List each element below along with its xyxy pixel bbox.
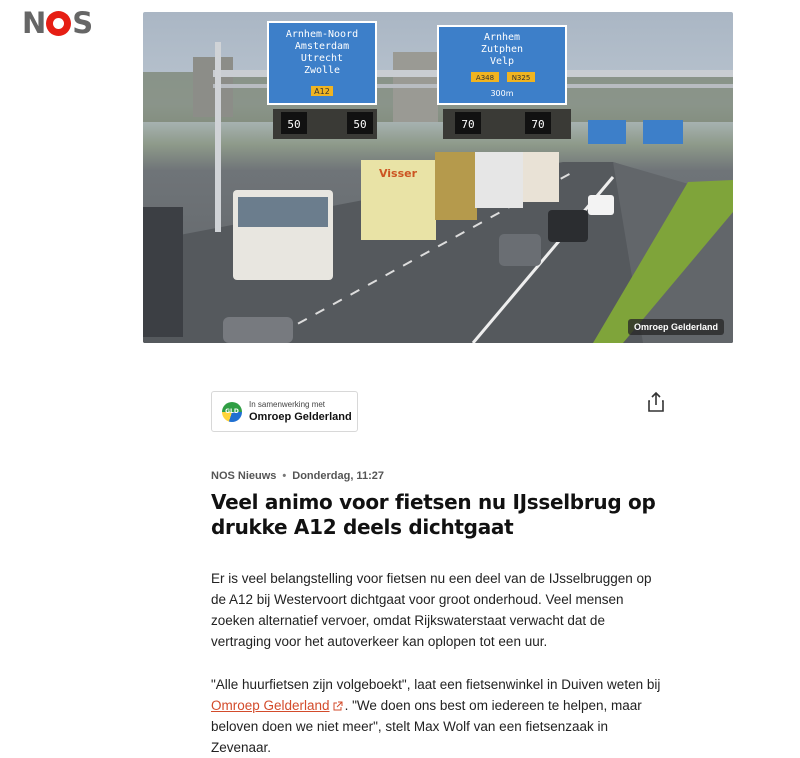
paragraph-2-text-after: . "We doen ons best om iedereen te helpen, maar beloven doen we niet meer", stelt Max Wolf van een fietsenzaak in Zevenaar. [211, 698, 642, 755]
partner-label: In samenwerking met [249, 399, 326, 409]
logo-letter-n: N [22, 6, 46, 40]
hero-image [143, 12, 733, 343]
sign-left-line3: Utrecht [300, 53, 344, 64]
partner-badge[interactable] [211, 391, 358, 432]
omroep-gelderland-link[interactable]: Omroep Gelderland [211, 698, 330, 713]
sign-left-line2: Amsterdam [294, 41, 350, 52]
speed-sign-1: 50 [287, 118, 301, 131]
omroep-gelderland-logo [222, 402, 242, 422]
article-source: NOS Nieuws [211, 470, 277, 482]
speed-sign-4: 70 [531, 118, 545, 131]
article-paragraph-2 [211, 674, 661, 758]
article-date: Donderdag, 11:27 [292, 470, 384, 482]
gld-logo-text: GLD [225, 408, 239, 415]
logo-letter-s: S [72, 6, 93, 40]
article-meta [211, 470, 384, 482]
partner-text [249, 400, 352, 424]
sign-right-road1: A348 [475, 74, 495, 82]
external-link-icon [333, 701, 343, 711]
share-icon [646, 391, 666, 413]
sign-left-line1: Arnhem-Noord [285, 29, 359, 40]
article-paragraph-1: Er is veel belangstelling voor fietsen nu een deel van de IJsselbruggen op de A12 bij Westervoort dichtgaat voor groot onderhoud. Veel mensen zoeken alternatief vervoer, omdat Rijkswaterstaat verwacht dat de vertraging voor het autoverkeer kan oplopen tot een uur. [211, 571, 652, 649]
partner-name: Omroep Gelderland [249, 410, 352, 423]
share-button[interactable] [646, 391, 666, 413]
highway-illustration [143, 12, 733, 343]
meta-separator: • [282, 470, 287, 482]
sign-right-line1: Arnhem [483, 32, 521, 43]
speed-sign-3: 70 [461, 118, 475, 131]
sign-right-road2: N325 [511, 74, 531, 82]
sign-right-line2: Zutphen [480, 44, 524, 55]
paragraph-2-text-before: "Alle huurfietsen zijn volgeboekt", laat een fietsenwinkel in Duiven weten bij [211, 677, 661, 692]
sign-left-line4: Zwolle [303, 65, 341, 76]
photo-credit: Omroep Gelderland [628, 319, 724, 335]
sign-right-line3: Velp [489, 56, 515, 67]
sign-left-road: A12 [314, 87, 330, 96]
nos-logo[interactable] [22, 8, 92, 38]
sign-right-distance: 300m [490, 89, 514, 98]
article-headline: Veel animo voor fietsen nu IJsselbrug op drukke A12 deels dichtgaat [211, 490, 656, 539]
logo-o-mark [46, 11, 71, 36]
truck-brand: Visser [378, 167, 418, 180]
speed-sign-2: 50 [353, 118, 367, 131]
